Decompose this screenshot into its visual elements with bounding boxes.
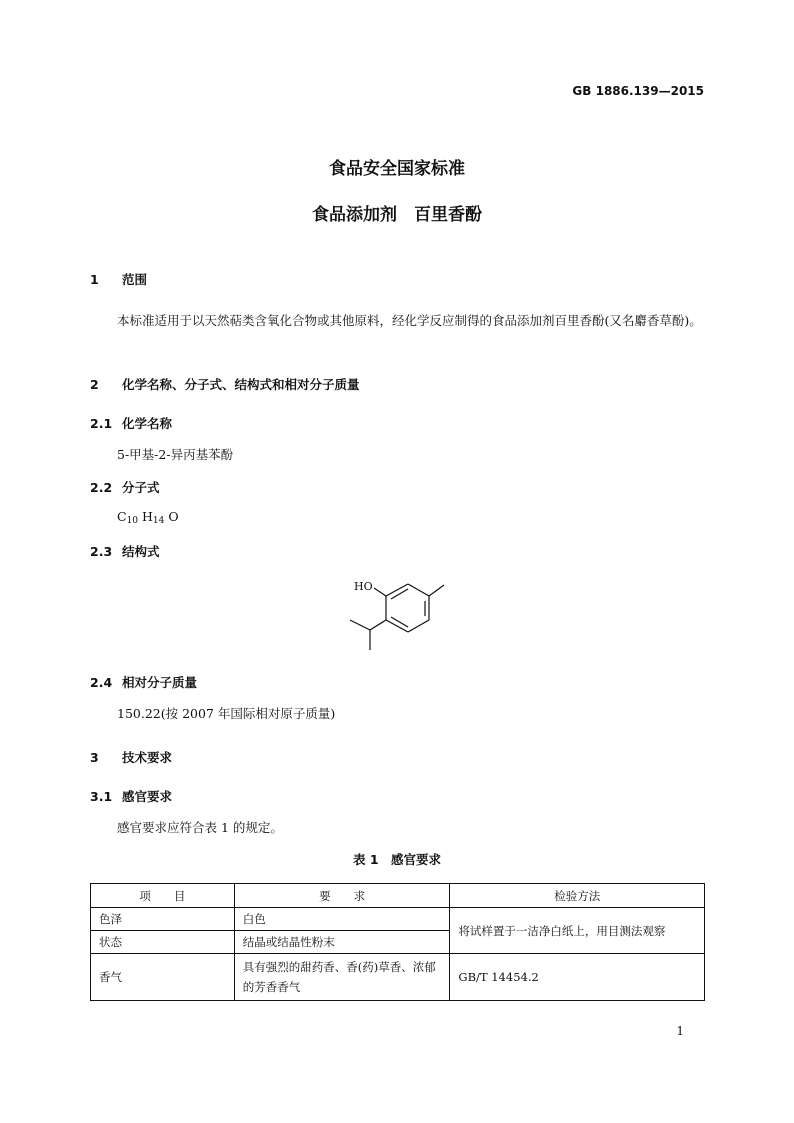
section-title: 化学名称、分子式、结构式和相对分子质量 (122, 377, 360, 392)
table-cell-method: GB/T 14454.2 (450, 954, 705, 1001)
hydroxyl-bond (374, 588, 386, 596)
hydroxyl-label: HO (354, 580, 373, 593)
chemical-name: 5-甲基-2-异丙基苯酚 (117, 447, 234, 462)
section-number: 2.4 (90, 675, 113, 690)
double-bond (391, 589, 408, 599)
section-2-3-heading (90, 542, 160, 560)
formula-hydrogen: H (142, 509, 153, 524)
section-2-1-heading (90, 414, 172, 432)
table-cell-item: 状态 (91, 931, 235, 954)
formula-hydrogen-count: 14 (152, 516, 165, 526)
formula-oxygen: O (168, 509, 179, 524)
table-cell-requirement: 具有强烈的甜药香、香(药)草香、浓郁的芳香香气 (234, 954, 450, 1001)
section-1-paragraph: 本标准适用于以天然萜类含氧化合物或其他原料，经化学反应制得的食品添加剂百里香酚(又名麝香草酚)。 (117, 313, 702, 328)
formula-carbon: C (117, 509, 127, 524)
table-row (91, 954, 705, 1001)
table-cell-item: 色泽 (91, 908, 235, 931)
structural-formula (340, 575, 450, 655)
section-title: 相对分子质量 (122, 675, 198, 690)
isopropyl-bond (370, 620, 386, 630)
section-1-heading (90, 270, 147, 288)
section-title: 结构式 (122, 544, 160, 559)
table-cell-requirement: 结晶或结晶性粉末 (234, 931, 450, 954)
section-number: 2.1 (90, 416, 113, 431)
isopropyl-bond (350, 620, 370, 630)
section-2-heading (90, 375, 360, 393)
table-row (91, 908, 705, 931)
table-caption: 表 1 感官要求 (352, 852, 442, 867)
section-number: 2.3 (90, 544, 113, 559)
ring-bond (386, 620, 408, 632)
section-number: 2 (90, 377, 99, 392)
section-title: 技术要求 (122, 750, 173, 765)
section-3-1-heading (90, 787, 172, 805)
section-title: 化学名称 (122, 416, 173, 431)
section-title: 分子式 (122, 480, 160, 495)
sensory-requirements-table (90, 883, 705, 1001)
document-subtitle: 食品添加剂 百里香酚 (312, 205, 482, 225)
column-header: 检验方法 (450, 884, 705, 908)
section-number: 1 (90, 272, 99, 287)
double-bond (391, 617, 408, 627)
section-title: 范围 (122, 272, 148, 287)
methyl-bond (429, 585, 444, 596)
ring-bond (408, 620, 429, 632)
molecular-weight: 150.22(按 2007 年国际相对原子质量) (117, 706, 336, 721)
table-header-row (91, 884, 705, 908)
table-cell-item: 香气 (91, 954, 235, 1001)
section-2-4-heading (90, 673, 197, 691)
column-header: 项 目 (91, 884, 235, 908)
section-3-heading (90, 748, 172, 766)
table-cell-requirement: 白色 (234, 908, 450, 931)
section-title: 感官要求 (122, 789, 173, 804)
document-title: 食品安全国家标准 (329, 159, 465, 179)
formula-carbon-count: 10 (126, 516, 139, 526)
molecular-formula (117, 509, 179, 526)
table-cell-method: 将试样置于一洁净白纸上，用目测法观察 (450, 908, 705, 954)
ring-bond (408, 584, 429, 596)
standard-number: GB 1886.139—2015 (572, 84, 704, 98)
section-number: 3.1 (90, 789, 113, 804)
page-number: 1 (676, 1024, 684, 1038)
column-header: 要 求 (234, 884, 450, 908)
section-2-2-heading (90, 478, 160, 496)
section-number: 2.2 (90, 480, 113, 495)
ring-bond (386, 584, 408, 596)
section-number: 3 (90, 750, 99, 765)
section-3-1-paragraph: 感官要求应符合表 1 的规定。 (117, 820, 283, 835)
